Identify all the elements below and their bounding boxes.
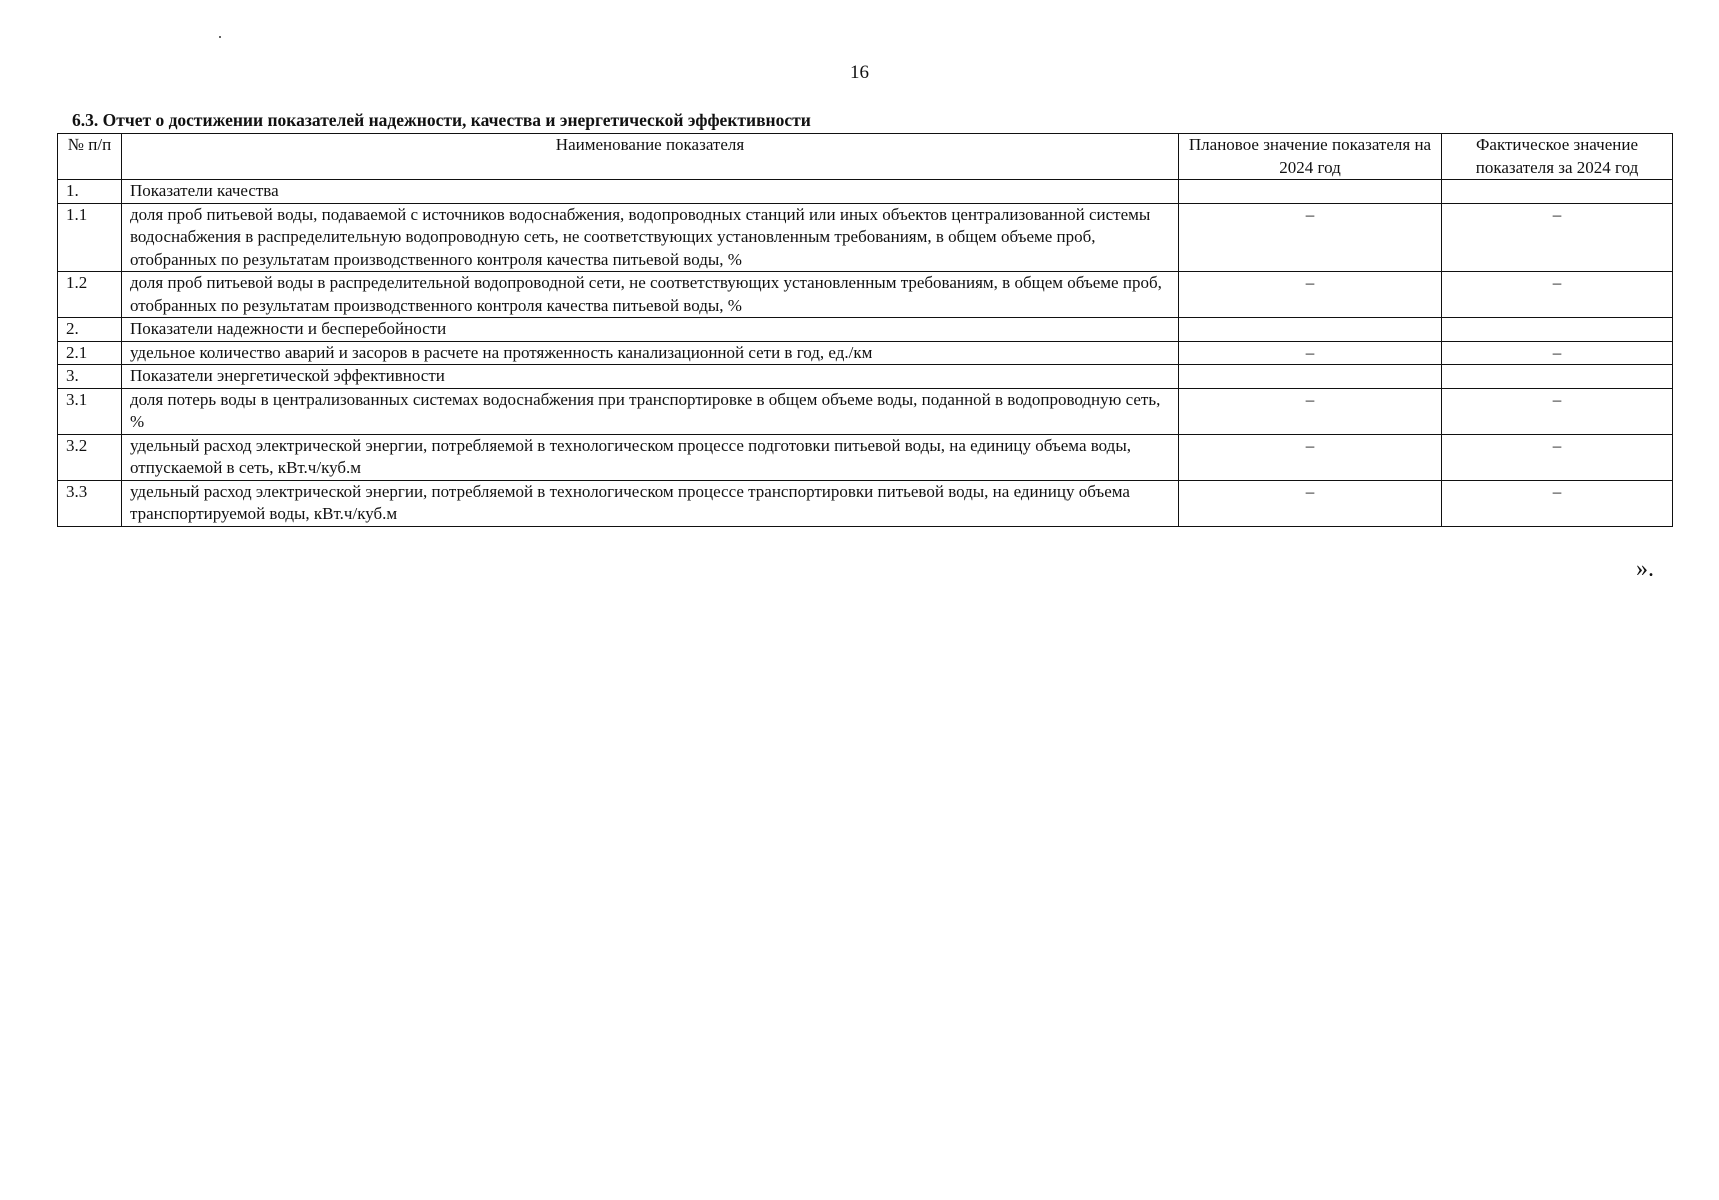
row-planned-value [1179, 318, 1442, 342]
row-number: 3. [58, 365, 122, 389]
row-indicator-name: удельный расход электрической энергии, потребляемой в технологическом процессе транспортировки питьевой воды, на единицу объема транспортируемой воды, кВт.ч/куб.м [122, 480, 1179, 526]
row-number: 2. [58, 318, 122, 342]
row-actual-value: – [1442, 480, 1673, 526]
section-title: 6.3. Отчет о достижении показателей надежности, качества и энергетической эффективности [72, 110, 811, 130]
row-planned-value: – [1179, 341, 1442, 365]
row-indicator-name: удельное количество аварий и засоров в расчете на протяженность канализационной сети в год, ед./км [122, 341, 1179, 365]
table-row [58, 365, 1673, 389]
row-number: 1. [58, 180, 122, 204]
row-actual-value: – [1442, 272, 1673, 318]
row-actual-value: – [1442, 434, 1673, 480]
table-row [58, 180, 1673, 204]
indicators-table [57, 133, 1673, 527]
row-indicator-name: доля потерь воды в централизованных системах водоснабжения при транспортировке в общем объеме воды, поданной в водопроводную сеть, % [122, 388, 1179, 434]
row-number: 3.2 [58, 434, 122, 480]
row-actual-value: – [1442, 341, 1673, 365]
table-row [58, 341, 1673, 365]
table-row [58, 480, 1673, 526]
row-number: 3.1 [58, 388, 122, 434]
row-number: 3.3 [58, 480, 122, 526]
row-actual-value [1442, 365, 1673, 389]
row-number: 1.2 [58, 272, 122, 318]
row-indicator-name: Показатели энергетической эффективности [122, 365, 1179, 389]
table-row [58, 434, 1673, 480]
row-indicator-name: удельный расход электрической энергии, потребляемой в технологическом процессе подготовки питьевой воды, на единицу объема воды, отпускаемой в сеть, кВт.ч/куб.м [122, 434, 1179, 480]
row-indicator-name: доля проб питьевой воды, подаваемой с источников водоснабжения, водопроводных станций или иных объектов централизованной системы водоснабжения в распределительную водопроводную сеть, не соответствующих установленным требованиям, в общем объеме проб, отобранных по результатам производственного контроля качества питьевой воды, % [122, 203, 1179, 272]
row-planned-value [1179, 365, 1442, 389]
header-indicator-name: Наименование показателя [122, 134, 1179, 180]
row-indicator-name: доля проб питьевой воды в распределительной водопроводной сети, не соответствующих установленным требованиям, в общем объеме проб, отобранных по результатам производственного контроля качества питьевой воды, % [122, 272, 1179, 318]
row-actual-value: – [1442, 388, 1673, 434]
row-planned-value [1179, 180, 1442, 204]
row-indicator-name: Показатели надежности и бесперебойности [122, 318, 1179, 342]
row-number: 1.1 [58, 203, 122, 272]
row-planned-value: – [1179, 388, 1442, 434]
row-planned-value: – [1179, 203, 1442, 272]
table-row [58, 272, 1673, 318]
row-planned-value: – [1179, 480, 1442, 526]
row-actual-value: – [1442, 203, 1673, 272]
scan-speck [219, 36, 221, 38]
page-number: 16 [850, 62, 869, 83]
table-header-row [58, 134, 1673, 180]
table-row [58, 388, 1673, 434]
row-indicator-name: Показатели качества [122, 180, 1179, 204]
header-planned-value: Плановое значение показателя на 2024 год [1179, 134, 1442, 180]
table-row [58, 318, 1673, 342]
row-number: 2.1 [58, 341, 122, 365]
row-planned-value: – [1179, 434, 1442, 480]
header-number: № п/п [58, 134, 122, 180]
table-row [58, 203, 1673, 272]
header-actual-value: Фактическое значение показателя за 2024 год [1442, 134, 1673, 180]
closing-quote-mark: ». [1636, 556, 1654, 582]
row-actual-value [1442, 180, 1673, 204]
row-planned-value: – [1179, 272, 1442, 318]
row-actual-value [1442, 318, 1673, 342]
